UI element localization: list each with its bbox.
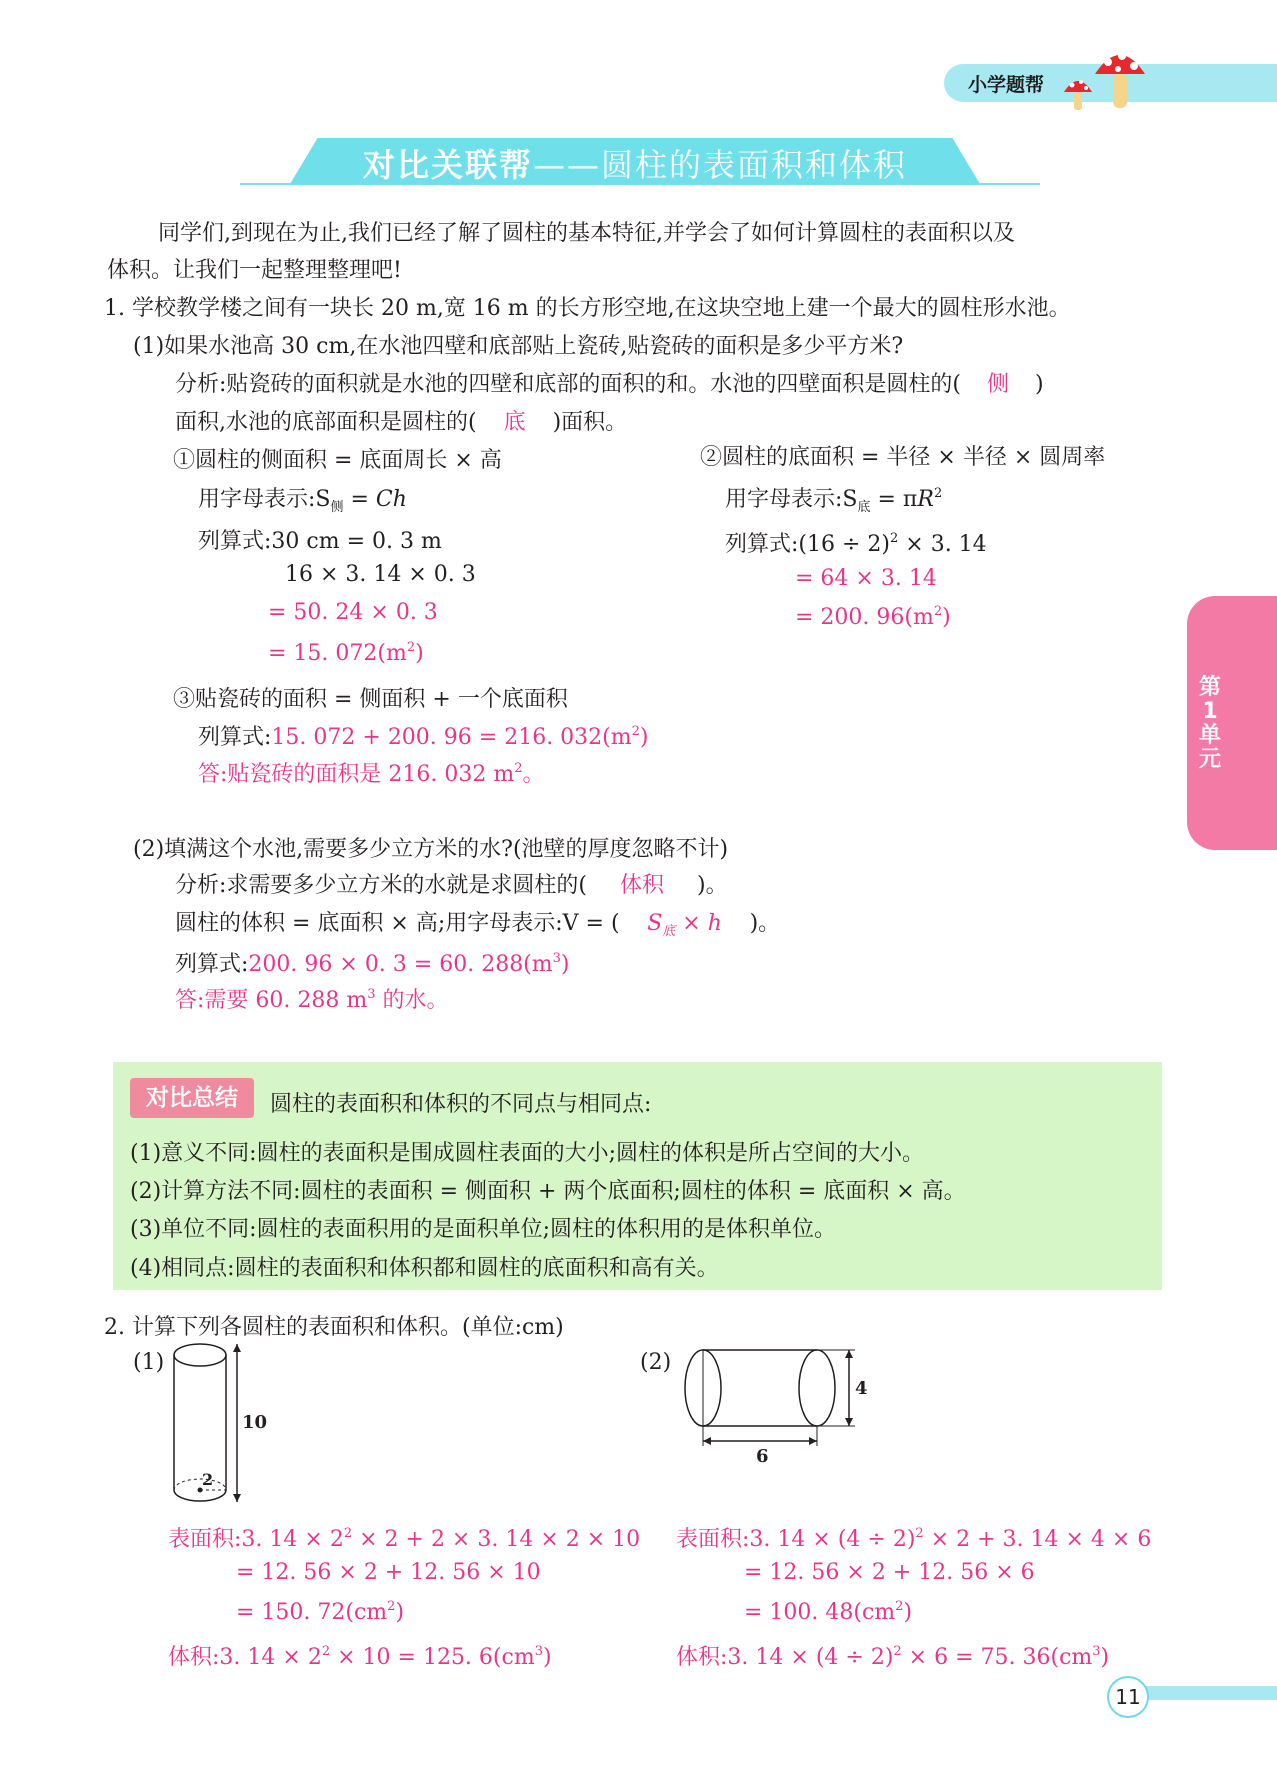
a2-surface-line-3: = 100. $48(cm^2)$ (744, 1599, 913, 1625)
a1-surface-line-1: 表面积:3. $14 \times 2^2 \times 2 + 2 \times 3$. 14 × 2 × 10 (168, 1526, 641, 1552)
fig1-height-label: 10 (242, 1412, 268, 1433)
q1-p2-formula: 圆柱的体积 = 底面积 × 高;用字母表示:V = ( $S_底 \times h$ )。 (175, 911, 781, 939)
q1-p1-analysis-line2: 面积,水池的底部面积是圆柱的( 底 )面积。 (175, 410, 628, 435)
summary-item: (1)意义不同:圆柱的表面积是围成圆柱表面的大小;圆柱的体积是所占空间的大小。 (130, 1141, 924, 1166)
fig2-label: (2) (640, 1350, 672, 1375)
mushroom-small-icon (1062, 74, 1094, 114)
mushroom-big-icon (1092, 44, 1148, 114)
summary-item: (4)相同点:圆柱的表面积和体积都和圆柱的底面积和高有关。 (130, 1256, 719, 1281)
q1-p2-analysis: 分析:求需要多少立方米的水就是求圆柱的( 体积 )。 (175, 873, 728, 898)
page-title: 对比关联帮——圆柱的表面积和体积 (362, 146, 908, 184)
fig1-radius-label: 2 (202, 1470, 214, 1489)
a1-volume-line: 体积:3. $14 \times 2^2 \times 10 = 125$. $6(cm^3)$ (168, 1644, 552, 1670)
q1-p1-question: (1)如果水池高 30 cm,在水池四壁和底部贴上瓷砖,贴瓷砖的面积是多少平方米? (133, 334, 904, 359)
cylinder-figure-2 (675, 1340, 875, 1460)
a2-volume-line: 体积:3. $14 \times (4 \div 2)^2 \times 6 = 75$. $36(cm^3)$ (676, 1644, 1110, 1670)
step3-calc: 列算式:15. 072 + 200. 96 = 216. $032(m^2)$ (198, 724, 649, 750)
a2-surface-line-1: 表面积:3. $14 \times (4 \div 2)^2 \times 2 + 3$. 14 × 4 × 6 (676, 1526, 1152, 1552)
step2-calc-3: = 200. $96(m^2)$ (795, 604, 951, 630)
q2-stem: 2. 计算下列各圆柱的表面积和体积。(单位:cm) (104, 1315, 564, 1340)
intro-line-1: 同学们,到现在为止,我们已经了解了圆柱的基本特征,并学会了如何计算圆柱的表面积以及 (158, 221, 1015, 246)
intro-line-2: 体积。让我们一起整理整理吧! (107, 258, 402, 283)
step1-title: ①圆柱的侧面积 = 底面周长 × 高 (173, 448, 502, 473)
q1-p2-answer: 答:需要 60. 288 $m^3$ 的水。 (175, 987, 449, 1013)
q1-p2-calc: 列算式:200. 96 × 0. 3 = 60. $288(m^3)$ (175, 951, 570, 977)
unit-side-tab-label: 第 1 单 元 (1198, 675, 1221, 772)
step2-title: ②圆柱的底面积 = 半径 × 半径 × 圆周率 (700, 445, 1106, 470)
summary-item: (2)计算方法不同:圆柱的表面积 = 侧面积 + 两个底面积;圆柱的体积 = 底面积 × 高。 (130, 1179, 966, 1204)
summary-heading: 圆柱的表面积和体积的不同点与相同点: (270, 1092, 652, 1117)
fig1-label: (1) (133, 1350, 165, 1375)
q1-p1-analysis-line1: 分析:贴瓷砖的面积就是水池的四壁和底部的面积的和。水池的四壁面积是圆柱的( 侧 ) (175, 372, 1044, 397)
step3-title: ③贴瓷砖的面积 = 侧面积 + 一个底面积 (173, 687, 568, 712)
step1-formula: 用字母表示$:S_侧 = Ch$ (198, 487, 407, 515)
brand-label: 小学题帮 (968, 74, 1045, 96)
page-number: 11 (1107, 1676, 1149, 1718)
q1-stem: 1. 学校教学楼之间有一块长 20 m,宽 16 m 的长方形空地,在这块空地上建一个最大的圆柱形水池。 (104, 296, 1071, 321)
a1-surface-line-3: = 150. $72(cm^2)$ (236, 1599, 405, 1625)
step2-calc-1: 列算式:(16 ÷ 2)$^2$ × 3. 14 (725, 531, 987, 557)
fig2-length-label: 6 (756, 1446, 769, 1467)
summary-badge: 对比总结 (130, 1078, 254, 1118)
step1-calc-2: 16 × 3. 14 × 0. 3 (285, 562, 476, 587)
step1-calc-3: = 50. 24 × 0. 3 (268, 600, 438, 625)
step2-formula: 用字母表示$:S_底 = \pi R^2$ (725, 486, 943, 515)
fig2-diameter-label: 4 (855, 1378, 868, 1399)
a1-surface-line-2: = 12. 56 × 2 + 12. 56 × 10 (236, 1560, 541, 1585)
summary-item: (3)单位不同:圆柱的表面积用的是面积单位;圆柱的体积用的是体积单位。 (130, 1217, 836, 1242)
a2-surface-line-2: = 12. 56 × 2 + 12. 56 × 6 (744, 1560, 1035, 1585)
step1-calc-1: 列算式:30 cm = 0. 3 m (198, 529, 442, 554)
q1-p2-question: (2)填满这个水池,需要多少立方米的水?(池壁的厚度忽略不计) (133, 837, 729, 862)
step2-calc-2: = 64 × 3. 14 (795, 566, 937, 591)
q1-p1-answer: 答:贴瓷砖的面积是 216. 032 $m^2$。 (198, 761, 545, 787)
step1-calc-4: = 15. $072(m^2)$ (268, 640, 424, 666)
